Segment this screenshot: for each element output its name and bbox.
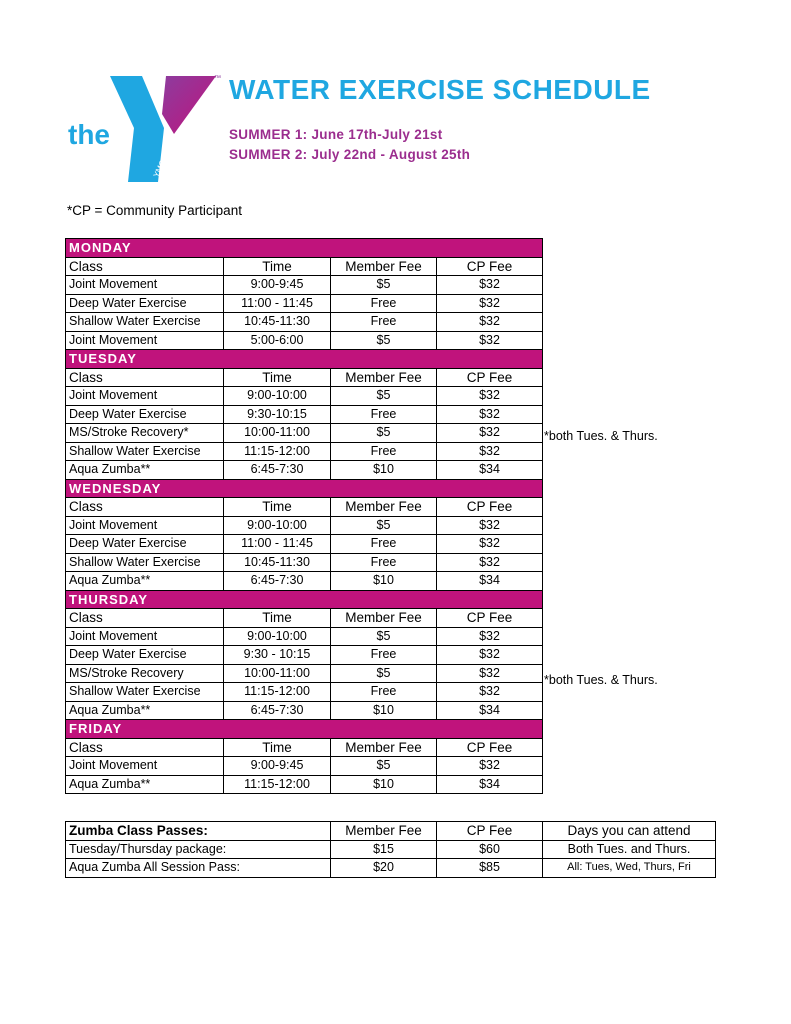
day-name: THURSDAY: [66, 590, 543, 609]
column-header-row: [66, 257, 543, 276]
cp-fee: $32: [437, 331, 543, 350]
table-row: [66, 646, 543, 665]
class-time: 9:30 - 10:15: [224, 646, 331, 665]
table-row: [66, 313, 543, 332]
class-name: Aqua Zumba**: [66, 461, 224, 480]
cp-fee: $32: [437, 276, 543, 295]
member-fee: $5: [331, 424, 437, 443]
day-header-tuesday: [66, 350, 543, 369]
member-fee: Free: [331, 442, 437, 461]
class-name: Joint Movement: [66, 387, 224, 406]
class-time: 9:00-9:45: [224, 757, 331, 776]
table-row: [66, 461, 543, 480]
column-header-row: [66, 609, 543, 628]
logo-tm-text: ™: [214, 75, 221, 82]
table-row: [66, 294, 543, 313]
table-row: [66, 683, 543, 702]
class-name: Deep Water Exercise: [66, 646, 224, 665]
column-header-row: [66, 368, 543, 387]
logo-the-text: the: [68, 119, 110, 150]
class-name: Aqua Zumba**: [66, 572, 224, 591]
cp-fee: $32: [437, 313, 543, 332]
summer-2-dates: SUMMER 2: July 22nd - August 25th: [229, 147, 471, 162]
table-row: [66, 387, 543, 406]
class-name: Joint Movement: [66, 516, 224, 535]
zumba-cp-fee: $85: [437, 859, 543, 878]
cp-fee: $34: [437, 461, 543, 480]
cp-fee: $32: [437, 294, 543, 313]
table-row: [66, 664, 543, 683]
class-name: Aqua Zumba**: [66, 701, 224, 720]
cp-fee: $32: [437, 405, 543, 424]
member-fee: Free: [331, 405, 437, 424]
zumba-days: Both Tues. and Thurs.: [543, 840, 716, 859]
day-header-monday: [66, 239, 543, 258]
cp-fee: $32: [437, 683, 543, 702]
member-fee: $10: [331, 461, 437, 480]
class-time: 11:00 - 11:45: [224, 535, 331, 554]
column-header: Member Fee: [331, 609, 437, 628]
y-right-arm: [162, 76, 216, 134]
member-fee: $5: [331, 516, 437, 535]
zumba-member-fee: $15: [331, 840, 437, 859]
column-header: Class: [66, 609, 224, 628]
cp-fee: $32: [437, 387, 543, 406]
member-fee: Free: [331, 313, 437, 332]
member-fee: $5: [331, 757, 437, 776]
class-time: 10:45-11:30: [224, 313, 331, 332]
class-time: 9:30-10:15: [224, 405, 331, 424]
member-fee: $5: [331, 627, 437, 646]
column-header: Time: [224, 609, 331, 628]
class-time: 11:15-12:00: [224, 775, 331, 794]
column-header: Class: [66, 368, 224, 387]
day-header-wednesday: [66, 479, 543, 498]
class-time: 9:00-9:45: [224, 276, 331, 295]
cp-fee: $32: [437, 516, 543, 535]
zumba-header-days: Days you can attend: [543, 822, 716, 841]
zumba-pass-name: Aqua Zumba All Session Pass:: [66, 859, 331, 878]
class-time: 6:45-7:30: [224, 572, 331, 591]
column-header: Member Fee: [331, 738, 437, 757]
column-header: Class: [66, 257, 224, 276]
zumba-cp-fee: $60: [437, 840, 543, 859]
class-name: Joint Movement: [66, 757, 224, 776]
zumba-row: [66, 840, 716, 859]
table-row: [66, 572, 543, 591]
column-header: Class: [66, 498, 224, 517]
class-name: Deep Water Exercise: [66, 535, 224, 554]
table-row: [66, 535, 543, 554]
member-fee: Free: [331, 646, 437, 665]
day-header-friday: [66, 720, 543, 739]
day-name: FRIDAY: [66, 720, 543, 739]
class-time: 9:00-10:00: [224, 516, 331, 535]
class-time: 10:00-11:00: [224, 664, 331, 683]
day-name: WEDNESDAY: [66, 479, 543, 498]
column-header-row: [66, 738, 543, 757]
day-header-thursday: [66, 590, 543, 609]
column-header: Member Fee: [331, 257, 437, 276]
column-header: Time: [224, 738, 331, 757]
zumba-row: [66, 859, 716, 878]
column-header: Time: [224, 257, 331, 276]
class-time: 5:00-6:00: [224, 331, 331, 350]
day-name: TUESDAY: [66, 350, 543, 369]
class-time: 10:45-11:30: [224, 553, 331, 572]
class-name: Shallow Water Exercise: [66, 553, 224, 572]
cp-fee: $32: [437, 664, 543, 683]
cp-fee: $32: [437, 646, 543, 665]
table-row: [66, 442, 543, 461]
column-header-row: [66, 498, 543, 517]
class-name: Aqua Zumba**: [66, 775, 224, 794]
cp-fee: $32: [437, 442, 543, 461]
cp-fee: $32: [437, 535, 543, 554]
class-time: 9:00-10:00: [224, 627, 331, 646]
class-time: 6:45-7:30: [224, 701, 331, 720]
member-fee: $5: [331, 387, 437, 406]
table-row: [66, 516, 543, 535]
class-time: 9:00-10:00: [224, 387, 331, 406]
column-header: CP Fee: [437, 498, 543, 517]
zumba-header-name: Zumba Class Passes:: [66, 822, 331, 841]
table-row: [66, 276, 543, 295]
class-time: 11:15-12:00: [224, 683, 331, 702]
cp-fee: $34: [437, 775, 543, 794]
cp-fee: $32: [437, 424, 543, 443]
member-fee: Free: [331, 553, 437, 572]
cp-fee: $32: [437, 757, 543, 776]
class-name: Joint Movement: [66, 331, 224, 350]
class-name: Joint Movement: [66, 627, 224, 646]
class-time: 10:00-11:00: [224, 424, 331, 443]
member-fee: $10: [331, 775, 437, 794]
table-row: [66, 775, 543, 794]
member-fee: Free: [331, 683, 437, 702]
table-row: [66, 405, 543, 424]
column-header: CP Fee: [437, 609, 543, 628]
class-time: 6:45-7:30: [224, 461, 331, 480]
table-row: [66, 701, 543, 720]
member-fee: $5: [331, 664, 437, 683]
logo-ymca-text: YMCA: [151, 154, 170, 179]
class-name: MS/Stroke Recovery*: [66, 424, 224, 443]
cp-fee: $34: [437, 701, 543, 720]
member-fee: $5: [331, 276, 437, 295]
zumba-header-cp: CP Fee: [437, 822, 543, 841]
class-name: Deep Water Exercise: [66, 405, 224, 424]
ymca-logo: [66, 70, 226, 186]
member-fee: $10: [331, 701, 437, 720]
cp-fee: $34: [437, 572, 543, 591]
cp-fee: $32: [437, 553, 543, 572]
column-header: Member Fee: [331, 498, 437, 517]
table-row: [66, 331, 543, 350]
summer-1-dates: SUMMER 1: June 17th-July 21st: [229, 127, 443, 142]
class-name: Deep Water Exercise: [66, 294, 224, 313]
zumba-member-fee: $20: [331, 859, 437, 878]
thursday-side-note: *both Tues. & Thurs.: [544, 673, 658, 687]
page-title: WATER EXERCISE SCHEDULE: [229, 74, 651, 105]
class-name: MS/Stroke Recovery: [66, 664, 224, 683]
table-row: [66, 553, 543, 572]
cp-fee: $32: [437, 627, 543, 646]
class-name: Shallow Water Exercise: [66, 442, 224, 461]
class-time: 11:15-12:00: [224, 442, 331, 461]
class-name: Shallow Water Exercise: [66, 683, 224, 702]
table-row: [66, 424, 543, 443]
member-fee: $5: [331, 331, 437, 350]
zumba-passes-table: [65, 821, 716, 878]
column-header: Time: [224, 368, 331, 387]
table-row: [66, 627, 543, 646]
tuesday-side-note: *both Tues. & Thurs.: [544, 429, 658, 443]
class-time: 11:00 - 11:45: [224, 294, 331, 313]
table-row: [66, 757, 543, 776]
class-name: Joint Movement: [66, 276, 224, 295]
zumba-header-member: Member Fee: [331, 822, 437, 841]
zumba-header-row: [66, 822, 716, 841]
day-name: MONDAY: [66, 239, 543, 258]
zumba-pass-name: Tuesday/Thursday package:: [66, 840, 331, 859]
column-header: Member Fee: [331, 368, 437, 387]
cp-footnote: *CP = Community Participant: [67, 203, 242, 218]
column-header: CP Fee: [437, 368, 543, 387]
column-header: CP Fee: [437, 257, 543, 276]
member-fee: $10: [331, 572, 437, 591]
member-fee: Free: [331, 294, 437, 313]
schedule-table: [65, 238, 543, 794]
column-header: CP Fee: [437, 738, 543, 757]
class-name: Shallow Water Exercise: [66, 313, 224, 332]
zumba-days: All: Tues, Wed, Thurs, Fri: [543, 859, 716, 878]
member-fee: Free: [331, 535, 437, 554]
column-header: Class: [66, 738, 224, 757]
column-header: Time: [224, 498, 331, 517]
